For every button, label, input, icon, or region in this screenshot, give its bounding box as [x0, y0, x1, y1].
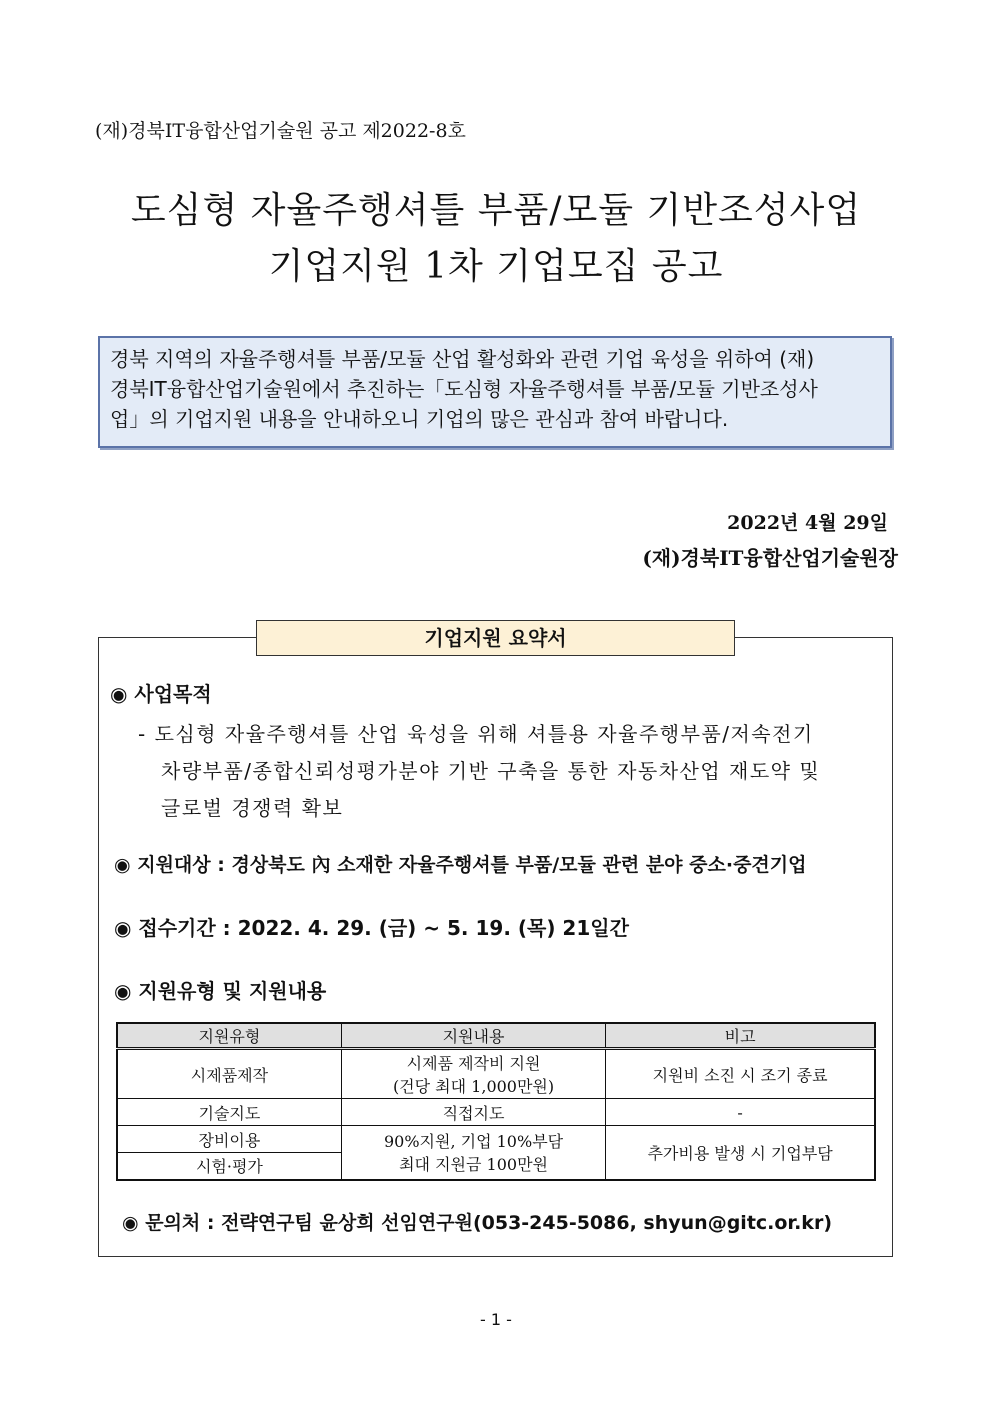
- table-cell: 시험·평가: [117, 1153, 341, 1180]
- table-row: [117, 1099, 875, 1126]
- bullet-icon: ◉: [110, 682, 128, 706]
- cell-line: 시제품 제작비 지원: [406, 1054, 541, 1073]
- contact-text: 문의처 : 전략연구팀 윤상희 선임연구원(053-245-5086, shyun@gitc.or.kr): [145, 1212, 833, 1234]
- purpose-line: 글로벌 경쟁력 확보: [161, 796, 344, 820]
- table-cell: 장비이용: [117, 1126, 341, 1153]
- bullet-icon: ◉: [114, 916, 132, 940]
- purpose-line: - 도심형 자율주행셔틀 산업 육성을 위해 셔틀용 자율주행부품/저속전기: [138, 722, 814, 746]
- issuer-name: (재)경북IT융합산업기술원장: [642, 546, 898, 570]
- table-cell: 시제품제작: [117, 1049, 341, 1099]
- table-cell: [341, 1126, 605, 1180]
- table-header-row: [117, 1023, 875, 1049]
- table-cell: 지원비 소진 시 조기 종료: [606, 1049, 875, 1099]
- notice-date: 2022년 4월 29일: [727, 512, 888, 534]
- support-table: [116, 1022, 876, 1181]
- table-cell: 직접지도: [341, 1099, 605, 1126]
- page-title-line1: 도심형 자율주행셔틀 부품/모듈 기반조성사업: [130, 190, 862, 231]
- intro-line: 경북IT융합산업기술원에서 추진하는「도심형 자율주행셔틀 부품/모듈 기반조성사: [110, 377, 818, 401]
- page-number: - 1 -: [480, 1310, 512, 1329]
- purpose-heading-text: 사업목적: [134, 682, 212, 706]
- bullet-icon: ◉: [114, 854, 131, 876]
- summary-title: 기업지원 요약서: [256, 620, 735, 656]
- table-cell: 기술지도: [117, 1099, 341, 1126]
- table-cell: -: [606, 1099, 875, 1126]
- intro-line: 업」의 기업지원 내용을 안내하오니 기업의 많은 관심과 참여 바랍니다.: [110, 407, 729, 431]
- page-title-line2: 기업지원 1차 기업모집 공고: [268, 246, 724, 287]
- types-heading: [114, 975, 326, 1004]
- table-header-cell: 비고: [606, 1023, 875, 1049]
- period-text: 접수기간 : 2022. 4. 29. (금) ~ 5. 19. (목) 21일간: [138, 916, 629, 940]
- intro-box: [98, 336, 892, 448]
- target-section: [114, 850, 806, 877]
- table-row: [117, 1126, 875, 1153]
- purpose-heading: [110, 678, 212, 707]
- cell-line: 90%지원, 기업 10%부담: [383, 1132, 564, 1152]
- table-header-cell: 지원내용: [341, 1023, 605, 1049]
- intro-line: 경북 지역의 자율주행셔틀 부품/모듈 산업 활성화와 관련 기업 육성을 위하여 (재): [110, 347, 815, 371]
- table-cell: 추가비용 발생 시 기업부담: [606, 1126, 875, 1180]
- table-row: [117, 1049, 875, 1099]
- notice-number: (재)경북IT융합산업기술원 공고 제2022-8호: [95, 120, 466, 142]
- bullet-icon: ◉: [122, 1212, 139, 1234]
- types-heading-text: 지원유형 및 지원내용: [138, 979, 327, 1003]
- cell-line: 최대 지원금 100만원: [399, 1155, 548, 1175]
- cell-line: (건당 최대 1,000만원): [392, 1077, 555, 1096]
- table-cell: [341, 1049, 605, 1099]
- period-section: [114, 912, 629, 941]
- target-text: 지원대상 : 경상북도 內 소재한 자율주행셔틀 부품/모듈 관련 분야 중소·중견기업: [137, 854, 807, 876]
- contact-section: [122, 1208, 832, 1235]
- purpose-line: 차량부품/종합신뢰성평가분야 기반 구축을 통한 자동차산업 재도약 및: [161, 759, 821, 783]
- bullet-icon: ◉: [114, 979, 132, 1003]
- table-header-cell: 지원유형: [117, 1023, 341, 1049]
- purpose-text: [138, 716, 883, 827]
